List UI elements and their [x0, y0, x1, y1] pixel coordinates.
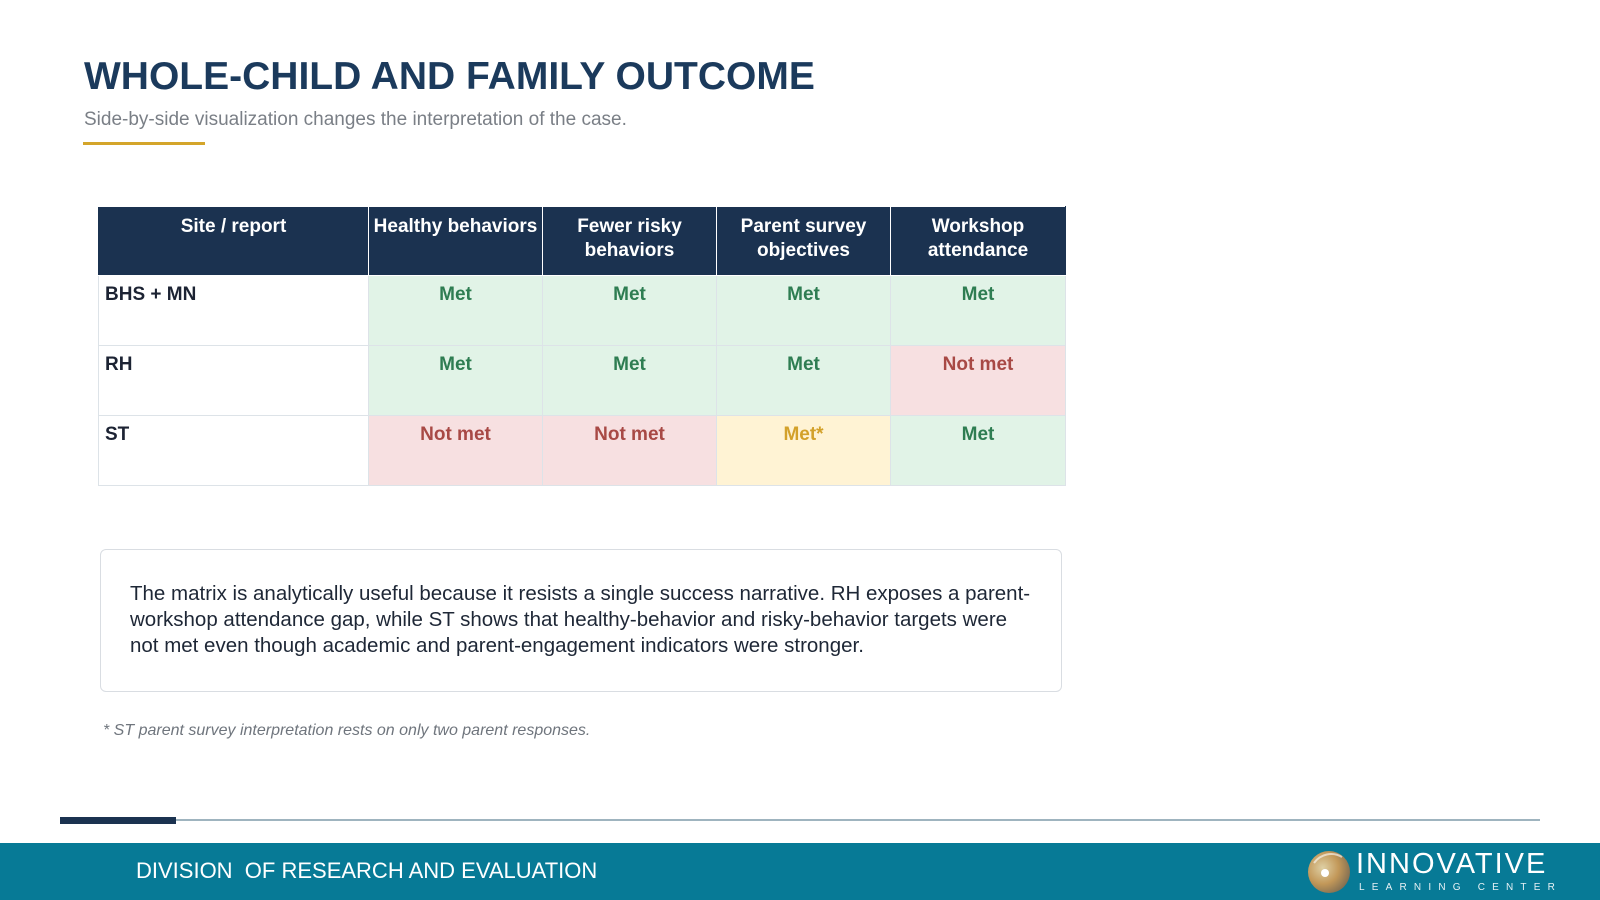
- status-cell: Not met: [543, 416, 717, 486]
- status-cell: Met: [543, 276, 717, 346]
- innovative-learning-center-logo: [1306, 847, 1596, 897]
- footnote: * ST parent survey interpretation rests on only two parent responses.: [103, 722, 591, 739]
- table-row: [99, 346, 1066, 416]
- column-header-site: Site / report: [99, 207, 369, 276]
- column-header-healthy-behaviors: Healthy behaviors: [369, 207, 543, 276]
- table-row: [99, 276, 1066, 346]
- column-header-parent-survey: Parent survey objectives: [717, 207, 891, 276]
- column-header-fewer-risky-behaviors: Fewer risky behaviors: [543, 207, 717, 276]
- interpretation-note-text: The matrix is analytically useful because it resists a single success narrative. RH exposes a parent-workshop attendance gap, while ST shows that healthy-behavior and risky-behavior targets were not met even though academic and parent-engagement indicators were stronger.: [130, 582, 1031, 657]
- status-cell: Not met: [891, 346, 1066, 416]
- status-cell: Met: [369, 346, 543, 416]
- column-header-workshop-attendance: Workshop attendance: [891, 207, 1066, 276]
- table-header-row: [99, 207, 1066, 276]
- status-cell: Met: [543, 346, 717, 416]
- status-cell: Met: [369, 276, 543, 346]
- status-cell: Met: [891, 276, 1066, 346]
- table-row: [99, 416, 1066, 486]
- logo-subwordmark: LEARNING CENTER: [1359, 882, 1563, 893]
- footer-divider-line: [60, 819, 1540, 821]
- logo-globe-icon: [1306, 849, 1352, 895]
- status-cell: Met: [717, 276, 891, 346]
- logo-wordmark: INNOVATIVE: [1356, 848, 1548, 880]
- page-subtitle: Side-by-side visualization changes the interpretation of the case.: [84, 109, 627, 130]
- title-accent-underline: [83, 142, 205, 145]
- interpretation-note-box: [100, 549, 1062, 692]
- row-label-rh: RH: [99, 346, 369, 416]
- page-title: WHOLE-CHILD AND FAMILY OUTCOME: [84, 55, 815, 98]
- row-label-st: ST: [99, 416, 369, 486]
- status-cell: Not met: [369, 416, 543, 486]
- status-cell: Met: [717, 346, 891, 416]
- footer-divider-accent: [60, 817, 176, 824]
- status-cell: Met*: [717, 416, 891, 486]
- footer-bar: [0, 843, 1600, 900]
- division-label: DIVISION OF RESEARCH AND EVALUATION: [136, 858, 598, 883]
- row-label-bhs-mn: BHS + MN: [99, 276, 369, 346]
- status-cell: Met: [891, 416, 1066, 486]
- outcome-matrix-table: [98, 206, 1066, 486]
